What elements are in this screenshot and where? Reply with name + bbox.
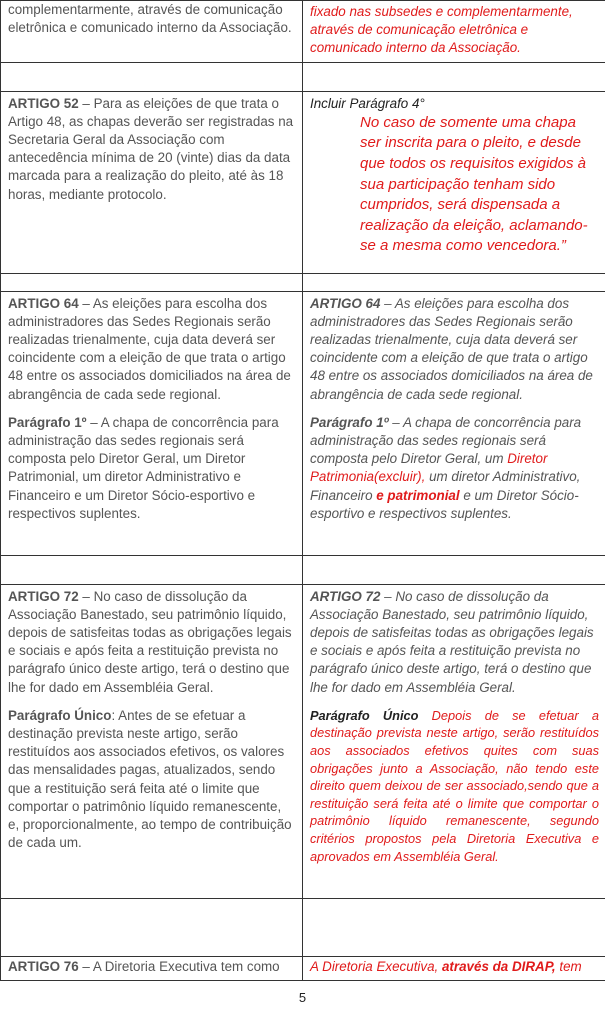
table-row <box>1 291 605 555</box>
left-cell <box>1 956 303 980</box>
highlight-text: Diretor Patrimonia(excluir), <box>310 451 548 485</box>
left-cell <box>1 91 303 273</box>
cell-text: fixado nas subsedes e complementarmente, através de comunicação eletrônica e comunicado interno da Associação. <box>310 4 573 56</box>
article-heading: ARTIGO 72 <box>8 588 79 604</box>
paragraph-text: um diretor Administrativo, Financeiro <box>310 469 581 503</box>
new-paragraph-text: No caso de somente uma chapa ser inscrita para o pleito, e desde que todos os requisitos exigidos à sua participação tenham sido cumpridos, será dispensada a realização da eleição, aclamando-se a mesma como vencedora.” <box>360 113 588 255</box>
article-text: – Para as eleições de que trata o Artigo 48, as chapas deverão ser registradas na Secretaria Geral da Associação com antecedência mínima de 20 (vinte) dias da data marcada para a realização do pleito, até às 18 horas, mediante protocolo. <box>8 95 294 202</box>
page-number: 5 <box>298 990 307 1005</box>
paragraph-text: : Antes de se efetuar a destinação prevista neste artigo, serão restituídos aos associados efetivos, os valores das mensalidades pagas, atualizados, sendo que a restituição será feita até o limite que comportar o patrimônio líquido remanescente, e, proporcionalmente, ao tempo de contribuição de cada um. <box>8 707 292 851</box>
spacer-row <box>1 273 605 291</box>
paragraph-text: – A chapa de concorrência para administração das sedes regionais será composta pelo Diretor Geral, um <box>310 414 582 467</box>
paragraph-text: Depois de se efetuar a destinação prevista neste artigo, serão restituídos aos associados efetivos quites com suas obrigações junto a Associação, não tendo este direito quem deixou de ser associado,sendo que a restituição será feita até o limite que comportar o patrimônio líquido remanescente, segundo critérios propostos pela Diretoria Executiva e aprovados em Assembléia Geral. <box>310 707 599 864</box>
table-row <box>1 584 605 898</box>
article-paragraph <box>8 295 296 404</box>
table-row <box>1 956 605 980</box>
article-heading: ARTIGO 72 <box>310 588 381 604</box>
paragraph <box>310 414 599 523</box>
paragraph-heading: Parágrafo 1º <box>310 414 389 430</box>
highlight-text: através da DIRAP, <box>441 958 556 974</box>
article-text: – No caso de dissolução da Associação Banestado, seu patrimônio líquido, depois de satisfeitas todas as obrigações legais e sociais e após feita a restituição prevista no parágrafo único deste artigo, terá o destino que lhe for dado em Assembléia Geral. <box>310 588 594 695</box>
spacer-row <box>1 62 605 91</box>
right-cell <box>303 291 605 555</box>
paragraph <box>8 707 296 853</box>
spacer-row <box>1 555 605 584</box>
cell-text: complementarmente, através de comunicação eletrônica e comunicado interno da Associação. <box>8 2 292 36</box>
article-heading: ARTIGO 64 <box>8 295 79 311</box>
table-row <box>1 1 605 63</box>
paragraph-heading: Parágrafo Único <box>8 707 112 723</box>
article-text: – No caso de dissolução da Associação Banestado, seu patrimônio líquido, depois de satisfeitas todas as obrigações legais e sociais e após feita a restituição prevista no parágrafo único deste artigo, terá o destino que lhe for dado em Assembléia Geral. <box>8 588 292 695</box>
article-heading: ARTIGO 76 <box>8 958 79 974</box>
article-text: tem <box>555 958 582 974</box>
article-heading: ARTIGO 52 <box>8 95 79 111</box>
article-paragraph <box>8 95 296 204</box>
article-paragraph <box>310 295 599 404</box>
left-cell <box>1 1 303 63</box>
right-cell <box>303 1 605 63</box>
table-row <box>1 91 605 273</box>
instruction-text: Incluir Parágrafo 4° <box>310 95 425 111</box>
paragraph <box>310 707 599 865</box>
left-cell <box>1 291 303 555</box>
article-text: – As eleições para escolha dos administradores das Sedes Regionais serão realizadas trienalmente, cuja data deverá ser coincidente com a eleição de que trata o artigo 48 entre os associados domiciliados na área de abrangência de cada sede regional. <box>310 295 593 402</box>
right-cell <box>303 956 605 980</box>
highlight-text: e patrimonial <box>376 487 460 503</box>
paragraph <box>8 414 296 523</box>
right-cell <box>303 91 605 273</box>
left-cell <box>1 584 303 898</box>
article-heading: ARTIGO 64 <box>310 295 381 311</box>
spacer-row <box>1 898 605 956</box>
article-paragraph <box>310 588 599 697</box>
article-text: A Diretoria Executiva, <box>310 958 442 974</box>
paragraph-text: – A chapa de concorrência para administração das sedes regionais será composta pelo Diretor Geral, um Diretor Patrimonial, um diretor Administrativo e Financeiro e um Diretor Sócio-esportivo e respectivos suplentes. <box>8 414 279 521</box>
paragraph-heading: Parágrafo 1º <box>8 414 87 430</box>
article-text: – As eleições para escolha dos administradores das Sedes Regionais serão realizadas trienalmente, cuja data deverá ser coincidente com a eleição de que trata o artigo 48 entre os associados domiciliados na área de abrangência de cada sede regional. <box>8 295 291 402</box>
article-text: – A Diretoria Executiva tem como <box>78 958 280 974</box>
right-cell <box>303 584 605 898</box>
paragraph-heading: Parágrafo Único <box>310 707 419 723</box>
paragraph-text: e um Diretor Sócio-esportivo e respectivos suplentes. <box>310 487 579 521</box>
article-paragraph <box>8 588 296 697</box>
